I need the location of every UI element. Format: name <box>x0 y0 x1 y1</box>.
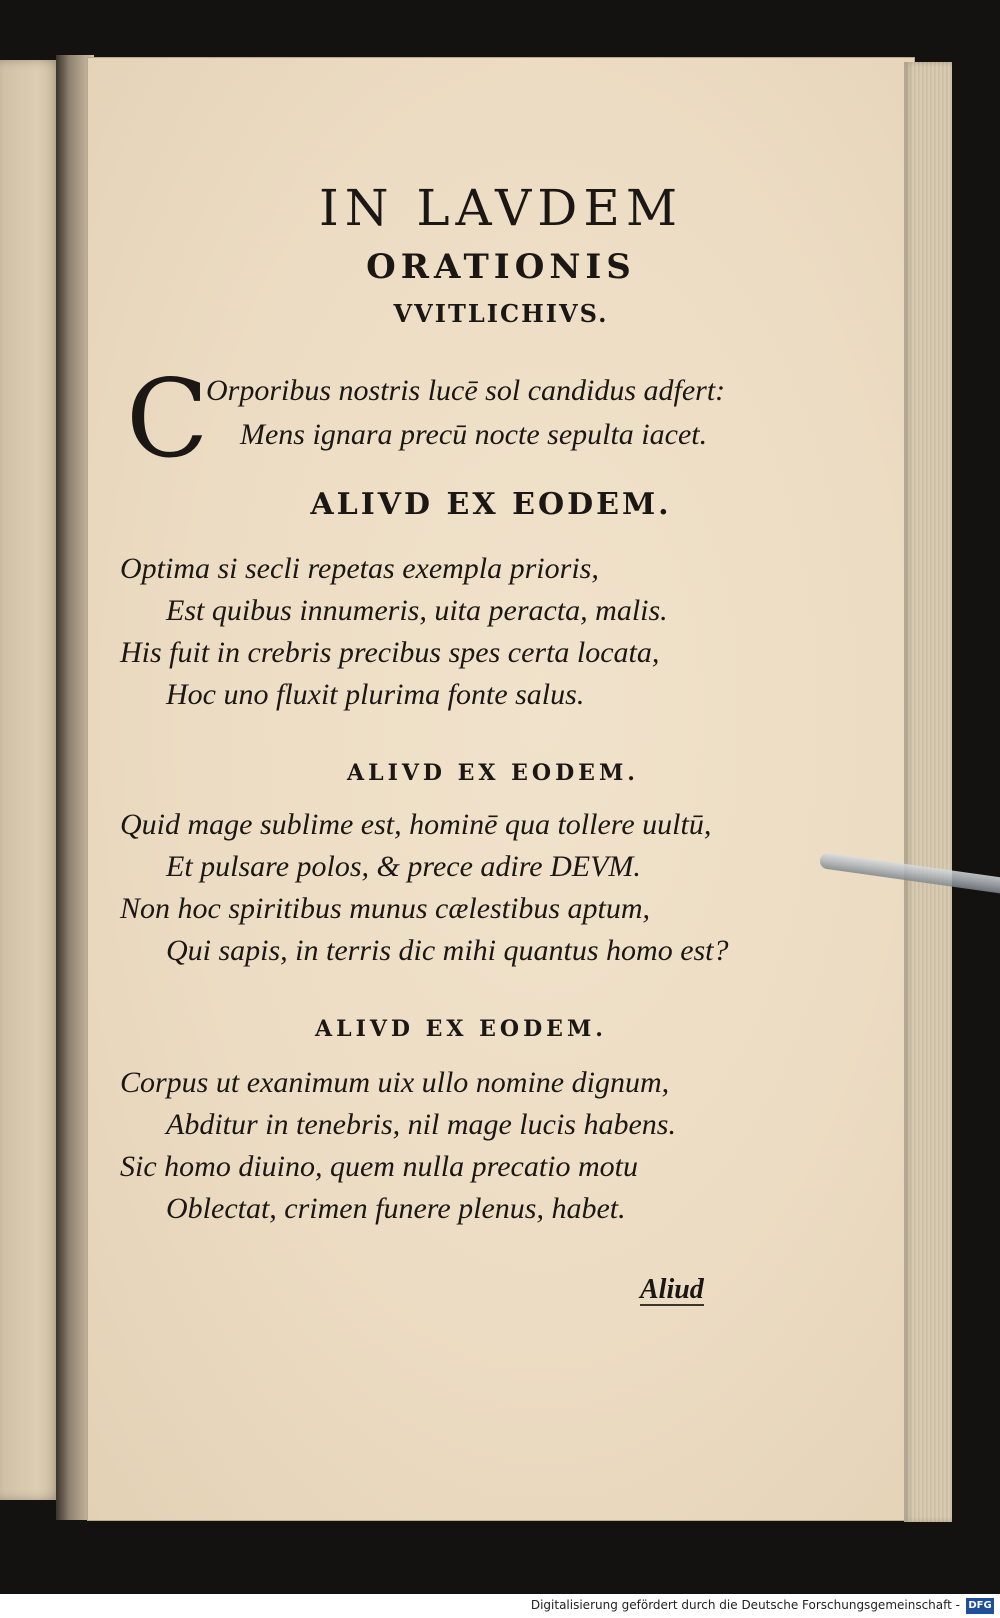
dfg-logo: DFG <box>966 1598 994 1614</box>
author-line: VVITLICHIVS. <box>393 299 609 328</box>
poem-line: Orporibus nostris lucē sol candidus adfert: <box>206 374 726 407</box>
title-line-2: ORATIONIS <box>366 247 636 287</box>
section-heading: ALIVD EX EODEM. <box>310 487 672 522</box>
digitization-footer <box>0 1594 1000 1618</box>
section-heading: ALIVD EX EODEM. <box>347 760 639 786</box>
poem-line: Sic homo diuino, quem nulla precatio motu <box>120 1150 638 1183</box>
poem-line: Optima si secli repetas exempla prioris, <box>120 552 599 585</box>
facing-page-edge <box>0 60 62 1500</box>
title-line-1: IN LAVDEM <box>318 179 684 237</box>
poem-line: Mens ignara precū nocte sepulta iacet. <box>240 418 708 451</box>
poem-line: Hoc uno fluxit plurima fonte salus. <box>166 678 585 711</box>
drop-capital: C <box>126 357 209 482</box>
poem-line: Non hoc spiritibus munus cælestibus aptum, <box>120 892 651 925</box>
poem-line: Oblectat, crimen funere plenus, habet. <box>166 1192 626 1225</box>
poem-line: Quid mage sublime est, hominē qua tollere uultū, <box>120 808 712 841</box>
poem-line: Abditur in tenebris, nil mage lucis habens. <box>166 1108 676 1141</box>
poem-line: Qui sapis, in terris dic mihi quantus homo est? <box>166 934 729 967</box>
poem-line: Corpus ut exanimum uix ullo nomine dignum, <box>120 1066 670 1099</box>
funding-credit: Digitalisierung gefördert durch die Deutsche Forschungsgemeinschaft - <box>530 1598 960 1612</box>
poem-line: Est quibus innumeris, uita peracta, malis. <box>166 594 668 627</box>
poem-line: Et pulsare polos, & prece adire DEVM. <box>166 850 641 883</box>
section-heading: ALIVD EX EODEM. <box>315 1016 607 1042</box>
catchword: Aliud <box>640 1274 704 1305</box>
page-text <box>88 58 914 1520</box>
poem-line: His fuit in crebris precibus spes certa locata, <box>120 636 660 669</box>
